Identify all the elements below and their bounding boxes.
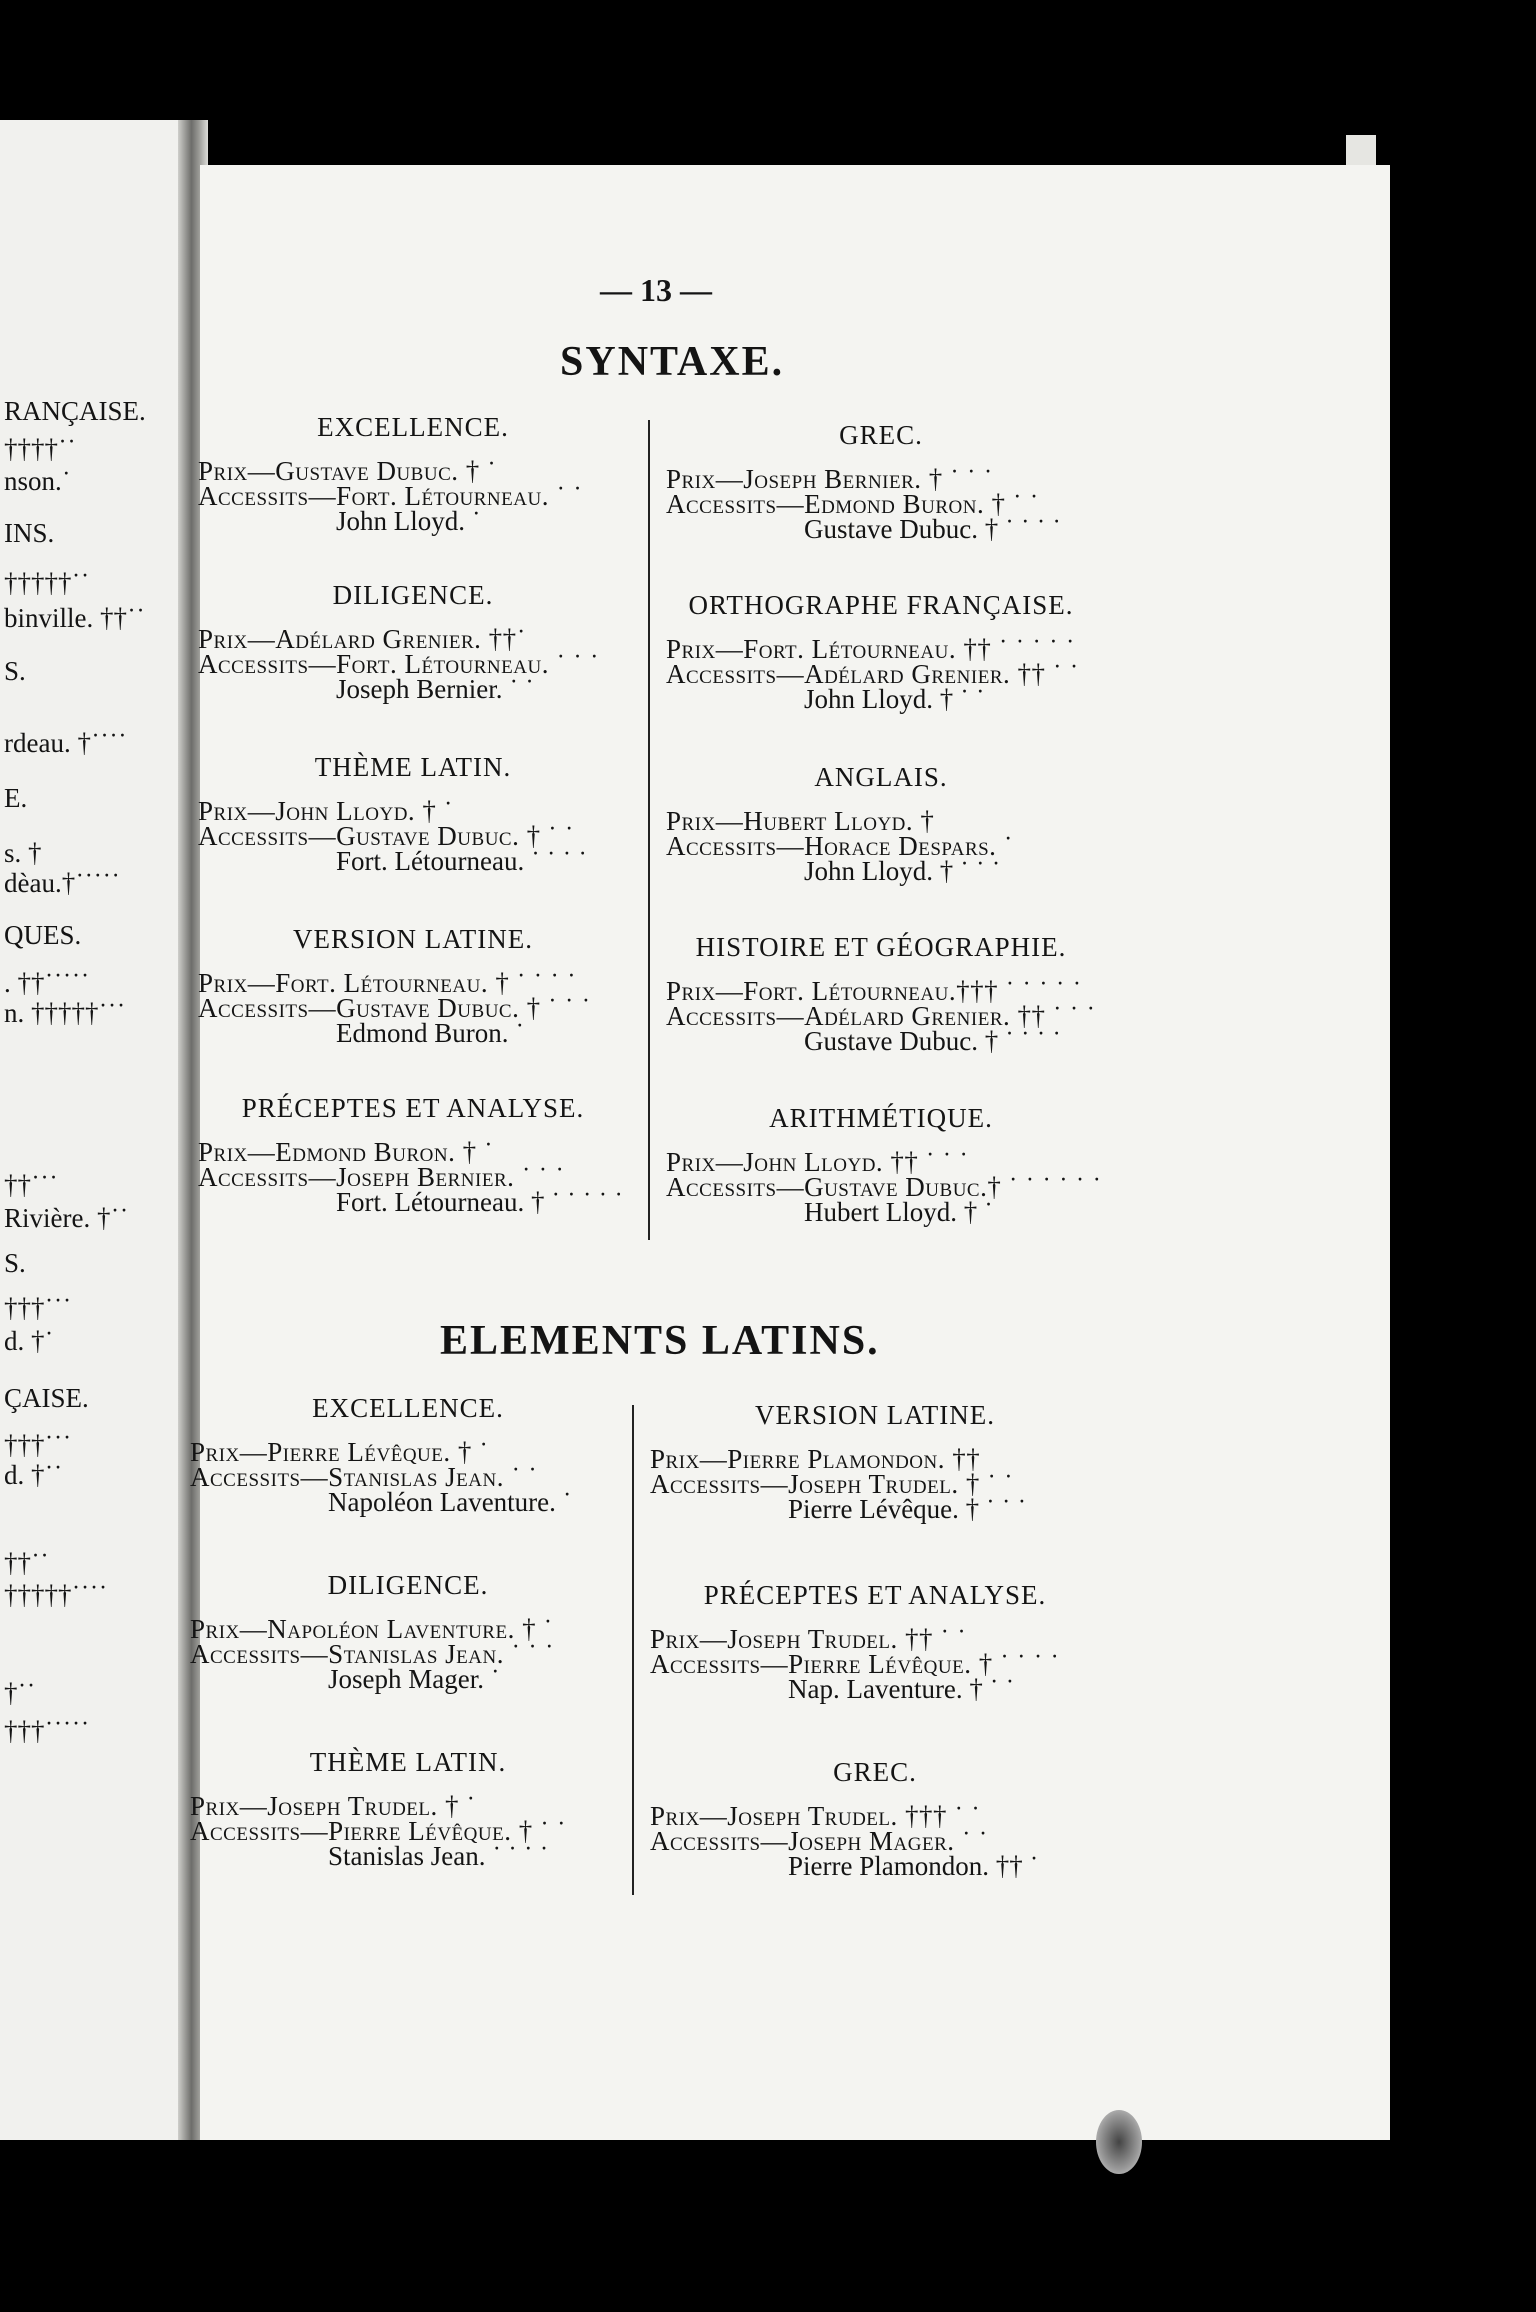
- section-heading: ORTHOGRAPHE FRANÇAISE.: [688, 590, 1074, 620]
- accessits-line: Accessits—Pierre Lévêque. † ˙ ˙: [190, 1816, 567, 1846]
- facing-page-fragment: S.: [4, 1248, 26, 1278]
- section-heading: VERSION LATINE.: [755, 1400, 995, 1430]
- elements-excellence: [190, 1393, 626, 1515]
- accessit-name: Joseph Bernier. ˙ ˙: [336, 674, 534, 704]
- facing-page-fragment: binville. ††˙˙: [4, 603, 145, 633]
- syntaxe-version-latine: [198, 924, 628, 1046]
- elements-version-latine: [650, 1400, 1100, 1522]
- facing-page-fragment: †††˙˙˙: [4, 1430, 72, 1460]
- accessits-line: Accessits—Gustave Dubuc.† ˙ ˙ ˙ ˙ ˙ ˙: [666, 1172, 1102, 1202]
- prix-line: Prix—Fort. Létourneau.††† ˙ ˙ ˙ ˙ ˙: [666, 976, 1082, 1006]
- facing-page-fragment: d. †˙˙: [4, 1460, 63, 1490]
- elements-diligence: [190, 1570, 626, 1692]
- facing-page-fragment: S.: [4, 656, 26, 686]
- elements-preceptes: [650, 1580, 1100, 1702]
- column-divider: [648, 420, 650, 1240]
- facing-page-fragment: †˙˙: [4, 1678, 36, 1708]
- accessit-name: Napoléon Laventure. ˙: [328, 1487, 572, 1517]
- syntaxe-preceptes: [198, 1093, 628, 1215]
- section-heading: THÈME LATIN.: [314, 752, 512, 782]
- facing-page-fragment: ††˙˙˙: [4, 1170, 58, 1200]
- award-entry: [190, 1614, 626, 1694]
- award-entry: [666, 806, 1096, 886]
- accessits-line: Accessits—Fort. Létourneau. ˙ ˙ ˙: [198, 649, 600, 679]
- syntaxe-orthographe: [666, 590, 1096, 712]
- prix-line: Prix—Joseph Trudel. † ˙: [190, 1791, 476, 1821]
- section-heading: GREC.: [839, 420, 923, 450]
- accessit-name: Stanislas Jean. ˙ ˙ ˙ ˙: [328, 1841, 549, 1871]
- facing-page-fragment: nson.˙: [4, 466, 71, 496]
- syntaxe-diligence: [198, 580, 628, 702]
- accessit-name: John Lloyd. † ˙ ˙: [804, 684, 985, 714]
- section-heading: ANGLAIS.: [814, 762, 948, 792]
- prix-line: Prix—Napoléon Laventure. † ˙: [190, 1614, 553, 1644]
- accessit-name: Pierre Lévêque. † ˙ ˙ ˙: [788, 1494, 1027, 1524]
- facing-page-fragment: †††˙˙˙˙˙: [4, 1716, 90, 1746]
- prix-line: Prix—Fort. Létourneau. † ˙ ˙ ˙ ˙: [198, 968, 577, 998]
- award-entry: [650, 1624, 1100, 1704]
- accessits-line: Accessits—Adélard Grenier. †† ˙ ˙: [666, 659, 1079, 689]
- accessit-name: Gustave Dubuc. † ˙ ˙ ˙ ˙: [804, 514, 1062, 544]
- accessit-name: Pierre Plamondon. †† ˙: [788, 1851, 1039, 1881]
- section-heading: EXCELLENCE.: [317, 412, 509, 442]
- section-heading: PRÉCEPTES ET ANALYSE.: [703, 1580, 1047, 1610]
- facing-page-fragment: ††††˙˙: [4, 434, 76, 464]
- syntaxe-histoire: [666, 932, 1096, 1054]
- section-heading: DILIGENCE.: [327, 1570, 489, 1600]
- award-entry: [650, 1444, 1100, 1524]
- facing-page-fragment: dèau.†˙˙˙˙˙: [4, 868, 121, 898]
- page-number: — 13 —: [600, 272, 712, 308]
- accessits-line: Accessits—Gustave Dubuc. † ˙ ˙: [198, 821, 575, 851]
- facing-page-fragment: d. †˙: [4, 1326, 54, 1356]
- section-heading: ARITHMÉTIQUE.: [769, 1103, 993, 1133]
- facing-page-fragment: s. †: [4, 838, 42, 868]
- accessits-line: Accessits—Fort. Létourneau. ˙ ˙: [198, 481, 583, 511]
- prix-line: Prix—John Lloyd. † ˙: [198, 796, 454, 826]
- syntaxe-anglais: [666, 762, 1096, 884]
- prix-line: Prix—Pierre Plamondon. ††: [650, 1444, 981, 1474]
- accessits-line: Accessits—Joseph Trudel. † ˙ ˙: [650, 1469, 1014, 1499]
- award-entry: [190, 1437, 626, 1517]
- prix-line: Prix—Joseph Bernier. † ˙ ˙ ˙: [666, 464, 994, 494]
- section-heading: PRÉCEPTES ET ANALYSE.: [241, 1093, 585, 1123]
- column-divider: [632, 1405, 634, 1895]
- award-entry: [198, 796, 628, 876]
- award-entry: [666, 1147, 1102, 1227]
- prix-line: Prix—Gustave Dubuc. † ˙: [198, 456, 497, 486]
- syntaxe-excellence: [198, 412, 628, 534]
- accessit-name: Gustave Dubuc. † ˙ ˙ ˙ ˙: [804, 1026, 1062, 1056]
- prix-line: Prix—Fort. Létourneau. †† ˙ ˙ ˙ ˙ ˙: [666, 634, 1076, 664]
- section-heading: EXCELLENCE.: [312, 1393, 504, 1423]
- syntaxe-theme-latin: [198, 752, 628, 874]
- section-heading: HISTOIRE ET GÉOGRAPHIE.: [695, 932, 1067, 962]
- accessit-name: John Lloyd. ˙: [336, 506, 481, 536]
- facing-page-fragment: Rivière. †˙˙: [4, 1203, 129, 1233]
- accessit-name: Nap. Laventure. † ˙ ˙: [788, 1674, 1015, 1704]
- accessits-line: Accessits—Horace Despars. ˙: [666, 831, 1014, 861]
- award-entry: [198, 968, 628, 1048]
- syntaxe-arithmetique: [666, 1103, 1102, 1227]
- award-entry: [198, 624, 628, 704]
- section-heading: DILIGENCE.: [332, 580, 494, 610]
- facing-page-fragment: QUES.: [4, 920, 82, 950]
- facing-page-fragment: †††˙˙˙: [4, 1293, 72, 1323]
- facing-page-fragment: ÇAISE.: [4, 1383, 89, 1413]
- facing-page-fragment: †††††˙˙˙˙: [4, 1580, 108, 1610]
- award-entry: [666, 976, 1096, 1056]
- award-entry: [198, 456, 628, 536]
- facing-page-fragment: †††††˙˙: [4, 568, 90, 598]
- accessits-line: Accessits—Edmond Buron. † ˙ ˙: [666, 489, 1039, 519]
- prix-line: Prix—Pierre Lévêque. † ˙: [190, 1437, 489, 1467]
- accessit-name: Fort. Létourneau. † ˙ ˙ ˙ ˙ ˙: [336, 1187, 624, 1217]
- prix-line: Prix—Joseph Trudel. ††† ˙ ˙: [650, 1801, 981, 1831]
- accessit-name: Joseph Mager. ˙: [328, 1664, 500, 1694]
- accessits-line: Accessits—Joseph Mager. ˙ ˙: [650, 1826, 988, 1856]
- section-heading: GREC.: [833, 1757, 917, 1787]
- facing-page-fragment: RANÇAISE.: [4, 396, 146, 426]
- accessits-line: Accessits—Adélard Grenier. †† ˙ ˙ ˙: [666, 1001, 1096, 1031]
- prix-line: Prix—Adélard Grenier. ††˙: [198, 624, 527, 654]
- accessit-name: Hubert Lloyd. † ˙: [804, 1197, 993, 1227]
- syntaxe-title: SYNTAXE.: [560, 339, 785, 385]
- award-entry: [650, 1801, 1100, 1881]
- syntaxe-grec: [666, 420, 1096, 542]
- prix-line: Prix—Edmond Buron. † ˙: [198, 1137, 494, 1167]
- ink-smudge: [1096, 2110, 1142, 2174]
- facing-page-fragment: n. †††††˙˙˙: [4, 998, 126, 1028]
- prix-line: Prix—John Lloyd. †† ˙ ˙ ˙: [666, 1147, 969, 1177]
- award-entry: [198, 1137, 628, 1217]
- facing-page-fragment: . ††˙˙˙˙˙: [4, 968, 90, 998]
- award-entry: [666, 634, 1096, 714]
- section-heading: VERSION LATINE.: [293, 924, 533, 954]
- accessit-name: John Lloyd. † ˙ ˙ ˙: [804, 856, 1001, 886]
- facing-page-fragment: INS.: [4, 518, 55, 548]
- accessits-line: Accessits—Pierre Lévêque. † ˙ ˙ ˙ ˙: [650, 1649, 1060, 1679]
- elements-latins-title: ELEMENTS LATINS.: [440, 1318, 880, 1364]
- accessits-line: Accessits—Stanislas Jean. ˙ ˙ ˙: [190, 1639, 555, 1669]
- section-heading: THÈME LATIN.: [309, 1747, 507, 1777]
- prix-line: Prix—Hubert Lloyd. †: [666, 806, 935, 836]
- accessit-name: Fort. Létourneau. ˙ ˙ ˙ ˙: [336, 846, 588, 876]
- accessits-line: Accessits—Joseph Bernier. ˙ ˙ ˙: [198, 1162, 565, 1192]
- award-entry: [666, 464, 1096, 544]
- facing-page-fragment: E.: [4, 783, 28, 813]
- accessit-name: Edmond Buron. ˙: [336, 1018, 525, 1048]
- accessits-line: Accessits—Stanislas Jean. ˙ ˙: [190, 1462, 538, 1492]
- facing-page-fragment: ††˙˙: [4, 1548, 49, 1578]
- elements-theme-latin: [190, 1747, 626, 1869]
- facing-page-fragment: rdeau. †˙˙˙˙: [4, 728, 127, 758]
- prix-line: Prix—Joseph Trudel. †† ˙ ˙: [650, 1624, 967, 1654]
- accessits-line: Accessits—Gustave Dubuc. † ˙ ˙ ˙: [198, 993, 591, 1023]
- elements-grec: [650, 1757, 1100, 1879]
- award-entry: [190, 1791, 626, 1871]
